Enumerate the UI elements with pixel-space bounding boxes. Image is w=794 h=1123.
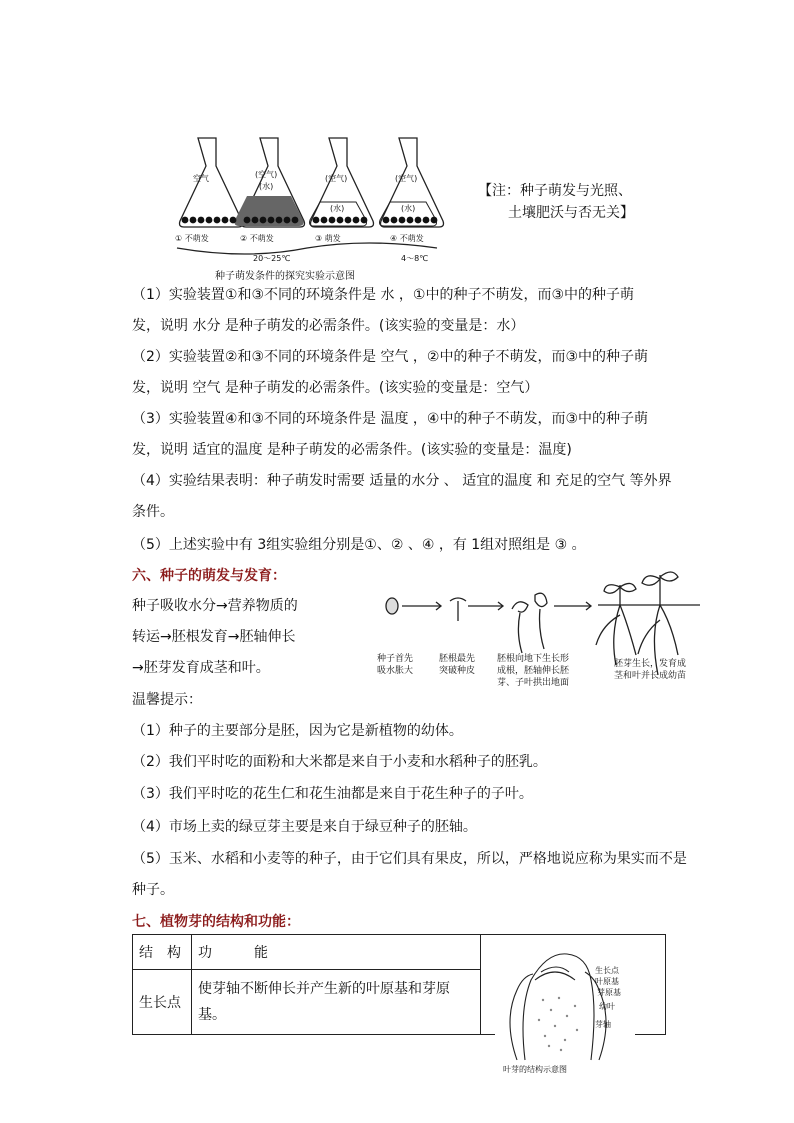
note-line-2: 土壤肥沃与否无关】 [508, 205, 634, 221]
row1-function-a: 使芽轴不断伸长并产生新的叶原基和芽原 [198, 981, 450, 997]
flask4-label: (空气) [395, 174, 418, 183]
label-bud-axis: 芽轴 [595, 1020, 611, 1029]
stage2-caption-a: 胚根最先 [438, 654, 475, 664]
label-leaf-primordium: 叶原基 [595, 977, 619, 986]
q1-line-a: （1）实验装置①和③不同的环境条件是 水 ，①中的种子不萌发，而③中的种子萌 [132, 287, 635, 303]
stage1-caption [370, 653, 420, 677]
stage4-caption-a: 胚芽生长，发育成 [613, 659, 686, 669]
stage2-caption [432, 653, 482, 677]
flask4-water-label: (水) [401, 204, 416, 213]
note-box [478, 180, 634, 224]
stage3-caption-a: 胚根向地下生长形 [496, 654, 569, 664]
bud-diagram-caption: 叶芽的结构示意图 [503, 1065, 567, 1074]
section7-title: 七、植物芽的结构和功能： [132, 914, 300, 930]
germination-figure [370, 565, 700, 695]
stage3-caption-b: 成根，胚轴伸长胚 [496, 666, 569, 676]
stage1-caption-a: 种子首先 [376, 654, 413, 664]
flask4-result: ④ 不萌发 [390, 234, 424, 243]
section6-title: 六、种子的萌发与发育： [132, 568, 286, 584]
flask2-result: ② 不萌发 [240, 234, 274, 243]
flask1-label: 空气 [193, 174, 209, 183]
section6-text-2: 转运→胚根发育→胚轴伸长 [132, 629, 296, 645]
stage4-caption-b: 茎和叶并长成幼苗 [613, 671, 686, 681]
stage1-caption-b: 吸水胀大 [376, 666, 413, 676]
stage4-caption [605, 658, 695, 682]
q1-line-b: 发，说明 水分 是种子萌发的必需条件。(该实验的变量是：水） [132, 318, 525, 334]
q5-line: （5）上述实验中有 3组实验组分别是①、② 、④ ，有 1组对照组是 ③ 。 [132, 537, 586, 553]
bud-diagram [495, 950, 635, 1080]
label-young-leaf: 幼叶 [599, 1002, 615, 1011]
flask2-label: (空气) [255, 170, 278, 179]
section6-text-1: 种子吸收水分→营养物质的 [132, 598, 298, 614]
flask2-water-label: (水) [259, 182, 274, 191]
tips-title: 温馨提示： [132, 692, 202, 708]
tip-4: （4）市场上卖的绿豆芽主要是来自于绿豆种子的胚轴。 [132, 819, 477, 835]
stage3-caption [488, 653, 578, 689]
flask3-water-label: (水) [330, 204, 345, 213]
label-bud-primordium: 芽原基 [597, 988, 621, 997]
row1-function [192, 970, 481, 1035]
flask1-result: ① 不萌发 [175, 234, 209, 243]
flask-experiment-figure [165, 130, 450, 280]
temp-room-label: 20～25℃ [253, 254, 291, 263]
temp-cold-label: 4～8℃ [401, 254, 429, 263]
tip-1: （1）种子的主要部分是胚，因为它是新植物的幼体。 [132, 723, 463, 739]
flask-figure-caption: 种子萌发条件的探究实验示意图 [215, 271, 355, 282]
header-structure: 结 构 [133, 935, 192, 970]
q2-line-a: （2）实验装置②和③不同的环境条件是 空气 ，②中的种子不萌发，而③中的种子萌 [132, 349, 649, 365]
tip-3: （3）我们平时吃的花生仁和花生油都是来自于花生种子的子叶。 [132, 786, 533, 802]
stage3-caption-c: 芽、子叶拱出地面 [496, 678, 569, 688]
flask3-label: (空气) [325, 174, 348, 183]
section6-text-3: →胚芽发育成茎和叶。 [132, 660, 270, 676]
header-function: 功 能 [192, 935, 481, 970]
label-growth-point: 生长点 [595, 966, 619, 975]
q2-line-b: 发，说明 空气 是种子萌发的必需条件。(该实验的变量是：空气） [132, 380, 539, 396]
q3-line-b: 发，说明 适宜的温度 是种子萌发的必需条件。(该实验的变量是：温度) [132, 442, 572, 458]
tip-2: （2）我们平时吃的面粉和大米都是来自于小麦和水稻种子的胚乳。 [132, 754, 547, 770]
q4-line-b: 条件。 [132, 504, 174, 520]
row1-function-b: 基。 [198, 1007, 226, 1023]
stage2-caption-b: 突破种皮 [438, 666, 475, 676]
tip-5-line-a: （5）玉米、水稻和小麦等的种子，由于它们具有果皮，所以，严格地说应称为果实而不是 [132, 851, 687, 867]
row1-structure: 生长点 [133, 970, 192, 1035]
q3-line-a: （3）实验装置④和③不同的环境条件是 温度 ，④中的种子不萌发，而③中的种子萌 [132, 411, 649, 427]
q4-line-a: （4）实验结果表明：种子萌发时需要 适量的水分 、 适宜的温度 和 充足的空气 等外界 [132, 473, 672, 489]
note-line-1: 【注：种子萌发与光照、 [478, 183, 632, 199]
tip-5-line-b: 种子。 [132, 882, 174, 898]
flask3-result: ③ 萌发 [315, 234, 341, 243]
